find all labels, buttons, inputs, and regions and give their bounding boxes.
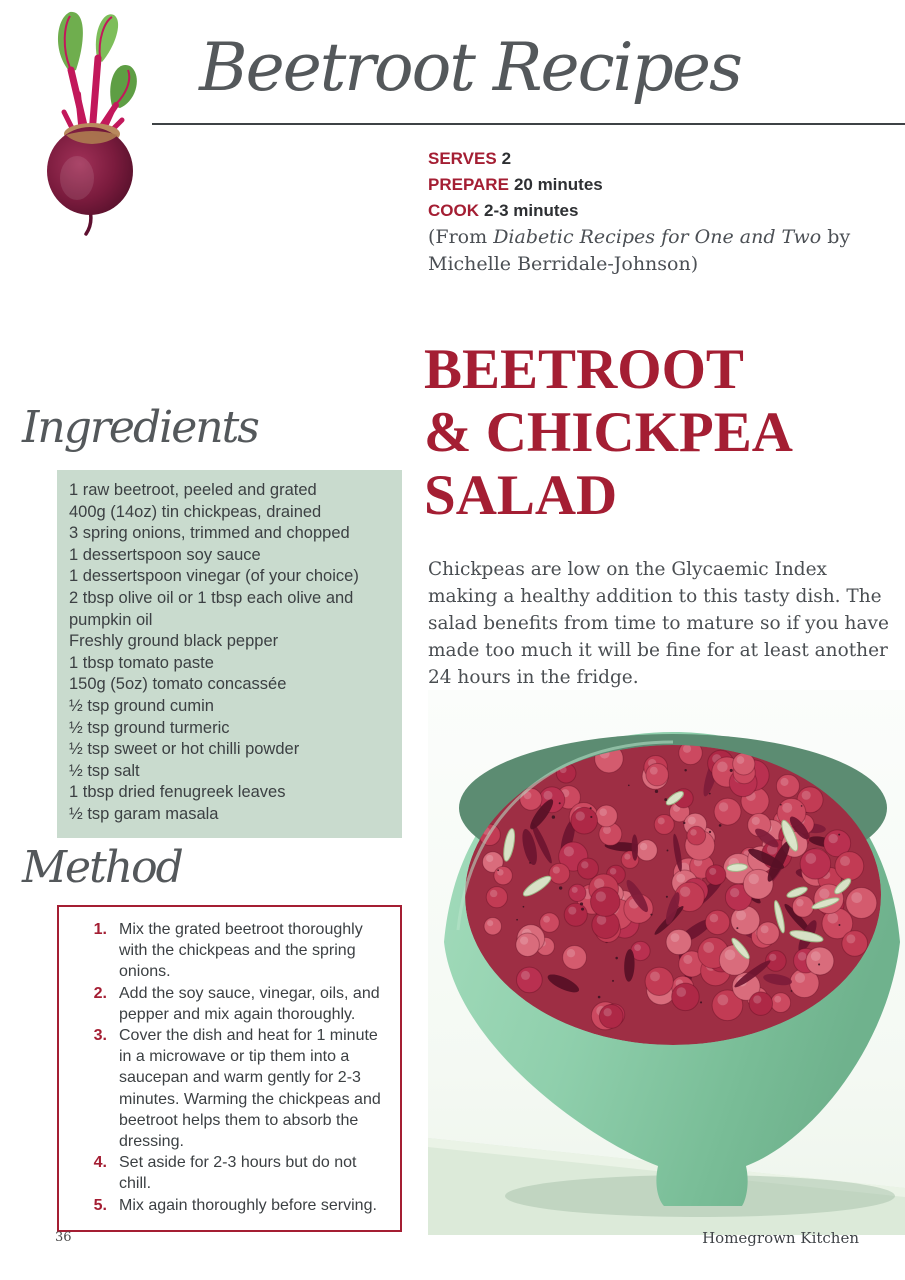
source-attribution xyxy=(428,224,880,278)
recipe-title-line: BEETROOT xyxy=(424,338,744,401)
recipe-title xyxy=(424,338,899,527)
step-text: Cover the dish and heat for 1 minute in a microwave or tip them into a saucepan and warm gently for 2-3 minutes. Warming the chickpeas and beetroot helps them to absorb the dressing. xyxy=(119,1027,381,1151)
meta-row-cook xyxy=(428,198,603,224)
attribution-prefix: (From xyxy=(428,226,494,248)
step-text: Add the soy sauce, vinegar, oils, and pepper and mix again thoroughly. xyxy=(119,984,380,1023)
page-heading-script: Beetroot Recipes xyxy=(199,29,741,106)
step-number: 2. xyxy=(93,984,107,1002)
recipe-title-line: & CHICKPEA xyxy=(424,401,793,464)
ingredient-item: 1 tbsp tomato paste xyxy=(69,653,214,672)
step-number: 4. xyxy=(93,1154,107,1172)
ingredient-item: 1 dessertspoon soy sauce xyxy=(69,545,261,564)
meta-row-prepare xyxy=(428,172,603,198)
method-heading: Method xyxy=(22,842,182,893)
step-number: 5. xyxy=(93,1196,107,1214)
meta-label: SERVES xyxy=(428,149,497,168)
ingredient-item: 150g (5oz) tomato concassée xyxy=(69,675,287,694)
method-step xyxy=(65,1025,390,1152)
ingredients-list xyxy=(57,470,402,838)
ingredient-item: ½ tsp sweet or hot chilli powder xyxy=(69,740,300,759)
step-text: Set aside for 2-3 hours but do not chill. xyxy=(119,1154,357,1193)
meta-row-serves xyxy=(428,146,603,172)
ingredient-item: ½ tsp garam masala xyxy=(69,804,219,823)
ingredient-item: 1 dessertspoon vinegar (of your choice) xyxy=(69,567,359,586)
beetroot-illustration xyxy=(40,8,140,236)
ingredient-item: Freshly ground black pepper xyxy=(69,632,279,651)
publication-name: Homegrown Kitchen xyxy=(702,1229,859,1247)
ingredient-item: 1 tbsp dried fenugreek leaves xyxy=(69,783,286,802)
beet-leaf-right xyxy=(110,65,137,108)
ingredient-item: 2 tbsp olive oil or 1 tbsp each olive and pumpkin oil xyxy=(69,588,354,629)
meta-value: 2-3 minutes xyxy=(484,201,579,220)
ingredient-item: 400g (14oz) tin chickpeas, drained xyxy=(69,502,322,521)
ingredient-item: ½ tsp salt xyxy=(69,761,140,780)
beet-leaf-left xyxy=(58,12,83,72)
ingredient-item: ½ tsp ground cumin xyxy=(69,696,214,715)
method-step xyxy=(65,983,390,1025)
method-steps xyxy=(57,905,402,1232)
recipe-description: Chickpeas are low on the Glycaemic Index making a healthy addition to this tasty dish. The salad benefits from time to mature so if you have made too much it will be fine for at least another 24 hours in the fridge. xyxy=(428,559,889,688)
method-step xyxy=(65,1152,390,1194)
attribution-suffix: by Michelle Berridale-Johnson) xyxy=(428,226,851,275)
ingredient-item: 3 spring onions, trimmed and chopped xyxy=(69,524,350,543)
meta-label: PREPARE xyxy=(428,175,509,194)
step-text: Mix again thoroughly before serving. xyxy=(119,1196,377,1214)
step-number: 1. xyxy=(93,921,107,938)
ingredients-heading: Ingredients xyxy=(22,402,258,453)
meta-value: 2 xyxy=(501,149,512,168)
method-step xyxy=(65,1195,390,1216)
step-number: 3. xyxy=(93,1027,107,1045)
ingredient-item: 1 raw beetroot, peeled and grated xyxy=(69,481,317,499)
page-number: 36 xyxy=(55,1230,72,1245)
salad-photo xyxy=(428,690,905,1235)
recipe-meta xyxy=(428,146,603,224)
meta-label: COOK xyxy=(428,201,479,220)
ingredient-item: ½ tsp ground turmeric xyxy=(69,718,230,737)
method-step xyxy=(65,919,390,983)
meta-value: 20 minutes xyxy=(513,175,603,194)
attribution-book-title: Diabetic Recipes for One and Two xyxy=(493,226,822,248)
recipe-title-line: SALAD xyxy=(424,464,618,527)
header-rule xyxy=(152,123,905,125)
step-text: Mix the grated beetroot thoroughly with the chickpeas and the spring onions. xyxy=(119,921,363,981)
